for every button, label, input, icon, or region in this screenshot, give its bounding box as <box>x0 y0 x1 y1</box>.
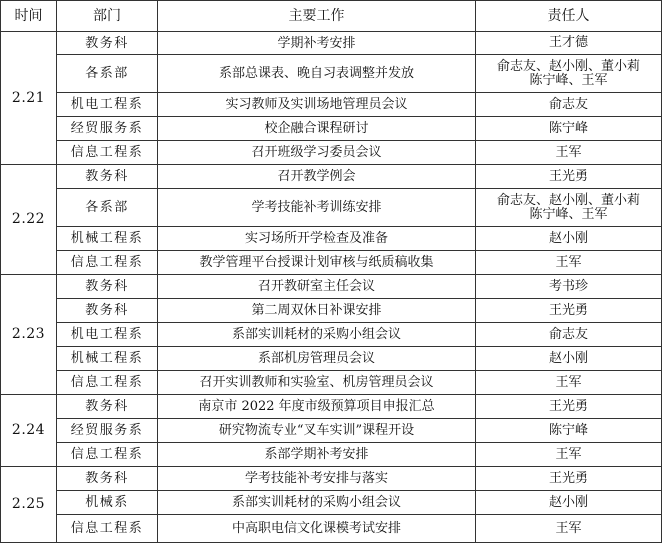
responsible-line: 考书珍 <box>548 278 588 294</box>
main-work-cell: 系部学期补考安排 <box>158 443 476 467</box>
department-cell: 教务科 <box>57 275 158 299</box>
responsible-line: 赵小刚 <box>548 230 588 246</box>
department-cell: 各系部 <box>57 189 158 227</box>
responsible-line: 王军 <box>555 144 582 160</box>
main-work-cell: 学期补考安排 <box>158 32 476 55</box>
responsible-cell <box>476 443 662 467</box>
responsible-cell <box>476 491 662 515</box>
responsible-cell <box>476 227 662 251</box>
responsible-line: 俞志友、赵小刚、董小莉 <box>496 192 640 208</box>
department-cell: 信息工程系 <box>57 371 158 395</box>
header-date: 时间 <box>1 1 57 32</box>
responsible-line: 王光勇 <box>548 470 588 486</box>
responsible-line: 俞志友 <box>548 96 588 112</box>
responsible-cell <box>476 275 662 299</box>
header-row <box>1 1 662 32</box>
responsible-cell <box>476 251 662 275</box>
responsible-line: 陈宁峰 <box>548 120 588 136</box>
department-cell: 机电工程系 <box>57 323 158 347</box>
responsible-cell <box>476 395 662 419</box>
main-work-cell: 教学管理平台授课计划审核与纸质稿收集 <box>158 251 476 275</box>
department-cell: 信息工程系 <box>57 251 158 275</box>
date-cell: 2.23 <box>1 275 57 395</box>
responsible-line: 王军 <box>555 254 582 270</box>
responsible-cell <box>476 323 662 347</box>
responsible-line: 王军 <box>555 446 582 462</box>
table-row <box>1 323 662 347</box>
main-work-cell: 实习教师及实训场地管理员会议 <box>158 93 476 117</box>
responsible-cell <box>476 299 662 323</box>
table-row <box>1 189 662 227</box>
main-work-cell: 召开实训教师和实验室、机房管理员会议 <box>158 371 476 395</box>
table-row <box>1 251 662 275</box>
department-cell: 教务科 <box>57 395 158 419</box>
main-work-cell: 召开班级学习委员会议 <box>158 141 476 165</box>
responsible-cell <box>476 93 662 117</box>
responsible-line: 陈宁峰、王军 <box>529 72 608 88</box>
responsible-line: 王光勇 <box>548 398 588 414</box>
department-cell: 各系部 <box>57 55 158 93</box>
responsible-line: 王才德 <box>548 35 588 50</box>
responsible-cell <box>476 467 662 491</box>
department-cell: 信息工程系 <box>57 515 158 543</box>
department-cell: 教务科 <box>57 299 158 323</box>
department-cell: 经贸服务系 <box>57 117 158 141</box>
responsible-cell <box>476 32 662 55</box>
department-cell: 经贸服务系 <box>57 419 158 443</box>
date-cell: 2.22 <box>1 165 57 275</box>
main-work-cell: 召开教学例会 <box>158 165 476 189</box>
table-row <box>1 371 662 395</box>
main-work-cell: 学考技能补考训练安排 <box>158 189 476 227</box>
responsible-line: 陈宁峰 <box>548 422 588 438</box>
table-row <box>1 419 662 443</box>
department-cell: 机械工程系 <box>57 227 158 251</box>
table-row <box>1 443 662 467</box>
date-cell: 2.21 <box>1 32 57 165</box>
department-cell: 机械系 <box>57 491 158 515</box>
main-work-cell: 南京市 2022 年度市级预算项目申报汇总 <box>158 395 476 419</box>
table-row <box>1 347 662 371</box>
responsible-line: 王军 <box>555 520 582 536</box>
table-row <box>1 515 662 543</box>
department-cell: 教务科 <box>57 467 158 491</box>
department-cell: 教务科 <box>57 32 158 55</box>
responsible-line: 赵小刚 <box>548 494 588 510</box>
main-work-cell: 校企融合课程研讨 <box>158 117 476 141</box>
table-row <box>1 491 662 515</box>
main-work-cell: 系部总课表、晚自习表调整并发放 <box>158 55 476 93</box>
department-cell: 机电工程系 <box>57 93 158 117</box>
responsible-line: 王军 <box>555 374 582 390</box>
main-work-cell: 第二周双休日补课安排 <box>158 299 476 323</box>
responsible-cell <box>476 515 662 543</box>
responsible-cell <box>476 55 662 93</box>
table-row <box>1 395 662 419</box>
header-responsible: 责任人 <box>476 1 662 32</box>
main-work-cell: 学考技能补考安排与落实 <box>158 467 476 491</box>
department-cell: 信息工程系 <box>57 443 158 467</box>
table-row <box>1 467 662 491</box>
responsible-cell <box>476 419 662 443</box>
table-row <box>1 55 662 93</box>
responsible-line: 俞志友、赵小刚、董小莉 <box>496 58 640 74</box>
responsible-line: 王光勇 <box>548 168 588 184</box>
table-body <box>1 32 662 543</box>
main-work-cell: 系部实训耗材的采购小组会议 <box>158 323 476 347</box>
main-work-cell: 实习场所开学检查及准备 <box>158 227 476 251</box>
responsible-cell <box>476 189 662 227</box>
main-work-cell: 研究物流专业“叉车实训”课程开设 <box>158 419 476 443</box>
main-work-cell: 系部实训耗材的采购小组会议 <box>158 491 476 515</box>
department-cell: 信息工程系 <box>57 141 158 165</box>
department-cell: 机械工程系 <box>57 347 158 371</box>
table-row <box>1 299 662 323</box>
main-work-cell: 召开教研室主任会议 <box>158 275 476 299</box>
table-row <box>1 275 662 299</box>
responsible-cell <box>476 141 662 165</box>
main-work-cell: 中高职电信文化课模考试安排 <box>158 515 476 543</box>
table-row <box>1 141 662 165</box>
date-cell: 2.25 <box>1 467 57 543</box>
department-cell: 教务科 <box>57 165 158 189</box>
responsible-cell <box>476 117 662 141</box>
responsible-cell <box>476 371 662 395</box>
table-row <box>1 32 662 55</box>
responsible-cell <box>476 165 662 189</box>
header-main-work: 主要工作 <box>158 1 476 32</box>
main-work-cell: 系部机房管理员会议 <box>158 347 476 371</box>
responsible-line: 王光勇 <box>548 302 588 318</box>
responsible-line: 陈宁峰、王军 <box>529 206 608 222</box>
header-department: 部门 <box>57 1 158 32</box>
responsible-line: 赵小刚 <box>548 350 588 366</box>
table-row <box>1 165 662 189</box>
table-row <box>1 227 662 251</box>
responsible-line: 俞志友 <box>548 326 588 342</box>
date-cell: 2.24 <box>1 395 57 467</box>
table-row <box>1 117 662 141</box>
responsible-cell <box>476 347 662 371</box>
table-row <box>1 93 662 117</box>
